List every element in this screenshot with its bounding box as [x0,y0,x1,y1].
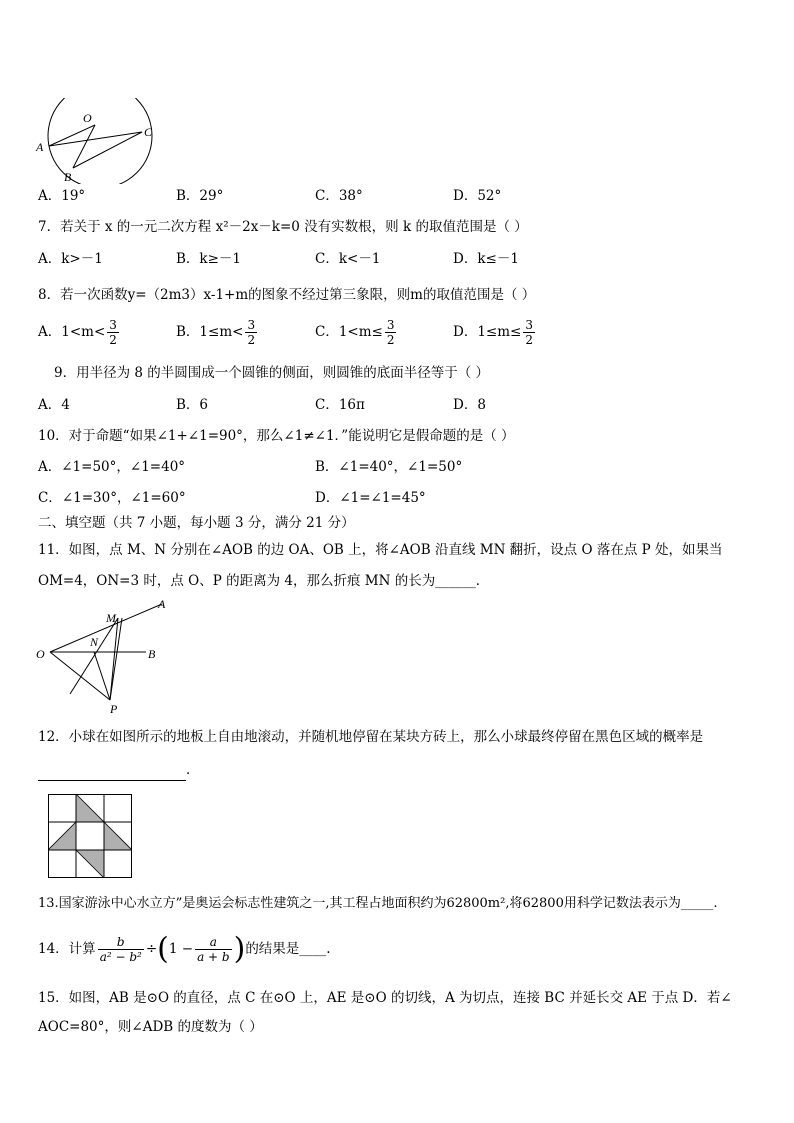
segment-mp2 [110,618,122,700]
q8-option-d [453,318,537,347]
q9-stem: 9．用半径为 8 的半圆围成一个圆锥的侧面，则圆锥的底面半径等于（ ） [54,365,490,381]
fraction [107,318,119,347]
segment-np [94,652,110,700]
q8-option-c [315,318,398,347]
shaded-triangle [76,794,104,822]
fraction-denominator: a + b [197,950,230,964]
left-paren: ( [157,931,169,967]
divide-sign: ÷ [145,941,158,957]
label-o: O [36,647,45,661]
fraction-numerator: 3 [525,318,533,332]
label-a: A [158,597,166,611]
shaded-triangle [48,822,76,850]
q8-option-c-prefix: C．1<m≤ [315,324,383,340]
section-heading: 二、填空题（共 7 小题，每小题 3 分，满分 21 分） [38,515,355,531]
q9-option-c: C．16π [315,397,365,413]
q14-one-minus: 1 − [168,941,194,957]
q7-stem: 7．若关于 x 的一元二次方程 x²－2x－k=0 没有实数根，则 k 的取值范围是（ ） [38,219,528,235]
q7-option-c: C．k<－1 [315,251,381,267]
fraction-numerator: 3 [109,318,117,332]
q7-option-a: A．k>－1 [38,251,103,267]
q9-option-a: A．4 [38,397,70,413]
right-paren: ) [233,931,246,967]
q11-line2: OM=4，ON=3 时，点 O、P 的距离为 4，那么折痕 MN 的长为______． [38,573,490,589]
fraction-numerator: 3 [386,318,395,332]
label-b: B [64,170,72,184]
q11-line1: 11．如图，点 M、N 分别在∠AOB 的边 OA、OB 上，将∠AOB 沿直线 MN 翻折，设点 O 落在点 P 处，如果当 [38,542,723,558]
label-n: N [90,635,99,649]
q8-option-a [38,318,121,347]
fraction [245,318,257,347]
fraction-numerator: 3 [247,318,256,332]
fraction-numerator: b [98,935,144,950]
fraction-b-over-a2-b2 [98,935,144,964]
fraction-denominator: 2 [525,333,533,347]
fraction-denominator: a² − b² [99,950,142,964]
q14-suffix: 的结果是____. [245,941,331,957]
fraction-denominator: 2 [386,333,395,347]
tile-grid-figure [48,794,132,878]
label-p: P [110,702,118,716]
q12-period: ． [186,762,200,778]
q15-line1: 15．如图，AB 是⊙O 的直径，点 C 在⊙O 上，AE 是⊙O 的切线，A 为切点，连接 BC 并延长交 AE 于点 D．若∠ [38,990,732,1006]
shaded-triangle [76,850,104,878]
q9-option-d: D．8 [453,397,486,413]
q10-option-c: C．∠1=30°，∠1=60° [38,490,186,506]
q12-line1: 12．小球在如图所示的地板上自由地滚动，并随机地停留在某块方砖上，那么小球最终停留在黑色区域的概率是 [38,729,704,745]
segment-mp [110,618,118,700]
q6-option-d: D．52° [453,188,502,204]
circle-figure [30,98,160,184]
label-b: B [148,647,156,661]
q6-option-a: A．19° [38,188,86,204]
q13-stem: 13.国家游泳中心水立方”是奥运会标志性建筑之一,其工程占地面积约为62800m²,将62800用科学记数法表示为_____. [38,896,718,911]
q12-line2 [38,760,200,781]
fraction-denominator: 2 [109,333,117,347]
fold-line-mn [70,618,118,694]
label-o: O [83,111,92,125]
q8-option-a-prefix: A．1<m< [38,324,106,340]
q8-option-b [176,318,259,347]
fraction-denominator: 2 [247,333,256,347]
q14-prefix: 14．计算 [38,941,96,957]
q7-option-d: D．k≤－1 [453,251,519,267]
q8-stem: 8．若一次函数y=（2m3）x-1+m的图象不经过第三象限，则m的取值范围是（ ） [38,287,536,303]
q9-option-b: B．6 [176,397,209,413]
fold-figure [30,596,180,718]
q6-option-b: B．29° [176,188,224,204]
q10-option-b: B．∠1=40°，∠1=50° [315,459,463,475]
q14-stem [38,930,331,969]
q10-option-a: A．∠1=50°，∠1=40° [38,459,186,475]
q10-option-d: D．∠1=∠1=45° [315,490,426,506]
fraction [523,318,535,347]
q6-option-c: C．38° [315,188,363,204]
q8-option-d-prefix: D．1≤m≤ [453,324,522,340]
q15-line2: AOC=80°，则∠ADB 的度数为（ ） [38,1019,263,1035]
segment-ob [73,125,95,168]
q7-option-b: B．k≥－1 [176,251,242,267]
q8-option-b-prefix: B．1≤m< [176,324,244,340]
fraction-numerator: a [195,935,232,950]
fraction-a-over-a-plus-b [195,935,232,964]
label-m: M [106,611,116,625]
answer-blank [38,760,186,781]
label-c: C [144,125,153,139]
label-a: A [36,140,44,154]
fraction [385,318,397,347]
shaded-triangle [104,822,132,850]
segment-op [50,652,110,700]
q10-stem: 10．对于命题“如果∠1+∠1=90°，那么∠1≠∠1．”能说明它是假命题的是（ ） [38,428,515,444]
